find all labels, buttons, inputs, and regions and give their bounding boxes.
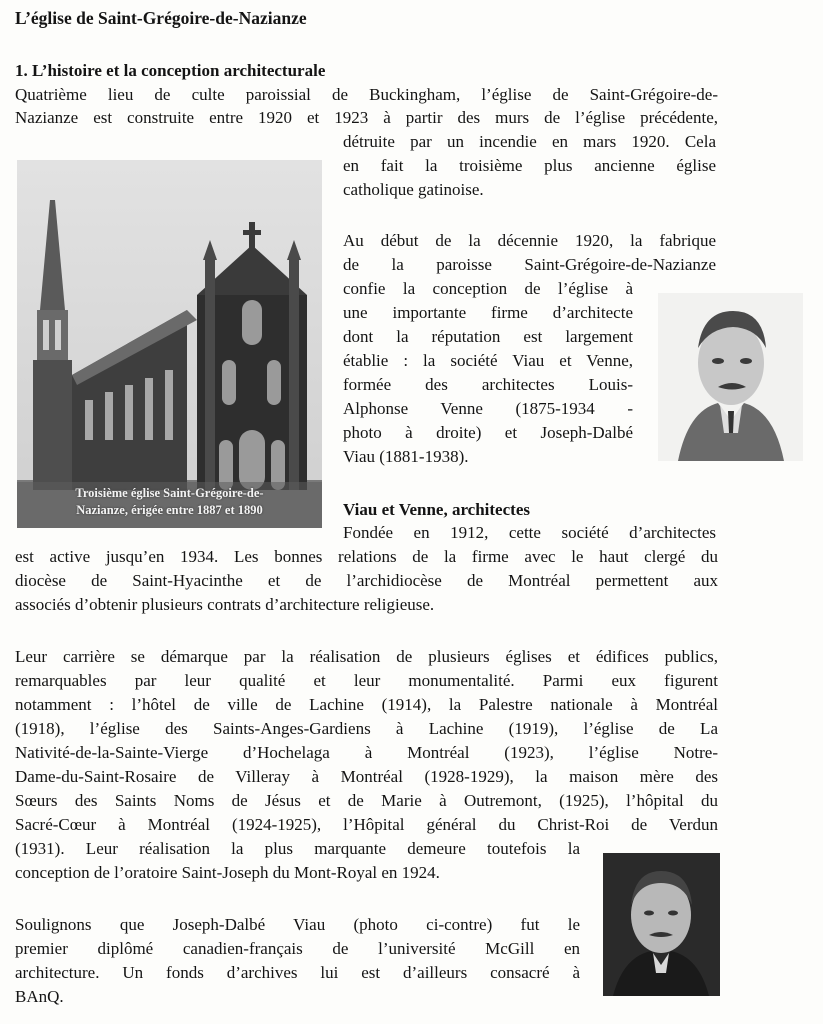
text-line: Leur carrière se démarque par la réalisation de plusieurs églises et édifices publics,	[15, 647, 718, 666]
text-line: catholique gatinoise.	[343, 180, 484, 199]
text-line: Au début de la décennie 1920, la fabrique	[343, 231, 716, 250]
text-line: une importante firme d’architecte	[343, 303, 633, 322]
text-line: BAnQ.	[15, 987, 64, 1006]
text-line: Alphonse Venne (1875-1934 -	[343, 399, 633, 418]
text-line: dont la réputation est largement	[343, 327, 633, 346]
text-line: établie : la société Viau et Venne,	[343, 351, 633, 370]
portrait-venne	[658, 293, 803, 461]
text-line: Sœurs des Saints Noms de Jésus et de Marie à Outremont, (1925), l’hôpital du	[15, 791, 718, 810]
church-photo	[17, 160, 322, 528]
portrait-viau	[603, 853, 720, 996]
portrait-viau-icon	[603, 853, 720, 996]
text-line: détruite par un incendie en mars 1920. Cela	[343, 132, 716, 151]
text-line: Sacré-Cœur à Montréal (1924-1925), l’Hôpital général du Christ-Roi de Verdun	[15, 815, 718, 834]
text-line: remarquables par leur qualité et leur monumentalité. Parmi eux figurent	[15, 671, 718, 690]
section-heading: 1. L’histoire et la conception architecturale	[15, 61, 326, 80]
text-line: est active jusqu’en 1934. Les bonnes relations de la firme avec le haut clergé du	[15, 547, 718, 566]
page-title: L’église de Saint-Grégoire-de-Nazianze	[15, 8, 307, 28]
subsection-heading: Viau et Venne, architectes	[343, 500, 530, 519]
text-line: Quatrième lieu de culte paroissial de Buckingham, l’église de Saint-Grégoire-de-	[15, 85, 718, 104]
text-line: Dame-du-Saint-Rosaire de Villeray à Montréal (1928-1929), la maison mère des	[15, 767, 718, 786]
text-line: architecture. Un fonds d’archives lui est d’ailleurs consacré à	[15, 963, 580, 982]
portrait-venne-icon	[658, 293, 803, 461]
text-line: (1931). Leur réalisation la plus marquante demeure toutefois la	[15, 839, 580, 858]
text-line: (1918), l’église des Saints-Anges-Gardiens à Lachine (1919), l’église de La	[15, 719, 718, 738]
text-line: associés d’obtenir plusieurs contrats d’architecture religieuse.	[15, 595, 435, 614]
text-line: conception de l’oratoire Saint-Joseph du Mont-Royal en 1924.	[15, 863, 440, 882]
text-line: de la paroisse Saint-Grégoire-de-Nazianze	[343, 255, 716, 274]
text-line: diocèse de Saint-Hyacinthe et de l’archidiocèse de Montréal permettent aux	[15, 571, 718, 590]
text-line: en fait la troisième plus ancienne église	[343, 156, 716, 175]
text-line: Nazianze est construite entre 1920 et 1923 à partir des murs de l’église précédente,	[15, 108, 718, 127]
text-line: premier diplômé canadien-français de l’université McGill en	[15, 939, 580, 958]
text-line: Soulignons que Joseph-Dalbé Viau (photo ci-contre) fut le	[15, 915, 580, 934]
photo-caption-line: Troisième église Saint-Grégoire-de-	[75, 486, 264, 500]
text-line: photo à droite) et Joseph-Dalbé	[343, 423, 633, 442]
text-line: Viau (1881-1938).	[343, 447, 469, 466]
text-line: Fondée en 1912, cette société d’architectes	[343, 523, 716, 542]
text-line: Nativité-de-la-Sainte-Vierge d’Hochelaga à Montréal (1923), l’église Notre-	[15, 743, 718, 762]
photo-caption-line: Nazianze, érigée entre 1887 et 1890	[76, 503, 263, 517]
church-photo-icon	[17, 160, 322, 528]
text-line: confie la conception de l’église à	[343, 279, 633, 298]
text-line: formée des architectes Louis-	[343, 375, 633, 394]
text-line: notamment : l’hôtel de ville de Lachine (1914), la Palestre nationale à Montréal	[15, 695, 718, 714]
